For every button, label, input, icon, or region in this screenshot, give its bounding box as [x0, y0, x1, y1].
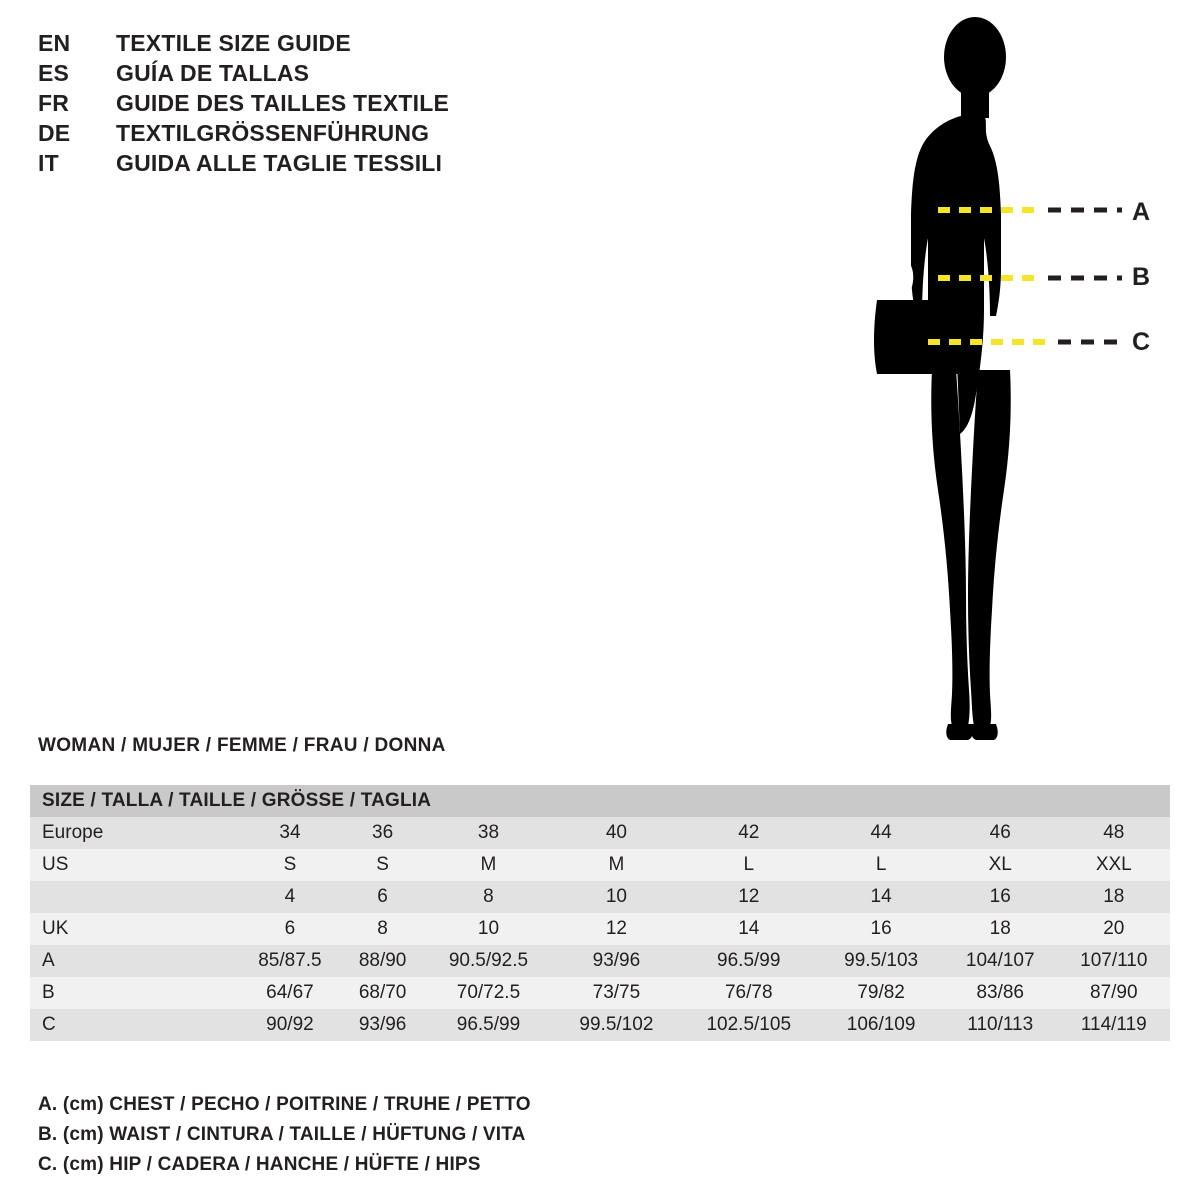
language-text-es: GUÍA DE TALLAS	[116, 60, 310, 86]
row-label-a: A	[30, 945, 237, 977]
row-label-c: C	[30, 1009, 237, 1041]
table-row	[30, 849, 1170, 881]
language-code-es: ES	[38, 60, 70, 86]
cell: 34	[237, 817, 343, 849]
cell: 12	[555, 913, 679, 945]
cell: 93/96	[555, 945, 679, 977]
footnote-c: C. (cm) HIP / CADERA / HANCHE / HÜFTE / HIPS	[38, 1154, 481, 1175]
cell: S	[237, 849, 343, 881]
language-text-it: GUIDA ALLE TAGLIE TESSILI	[116, 150, 443, 176]
language-code-fr: FR	[38, 90, 70, 116]
language-text-en: TEXTILE SIZE GUIDE	[116, 30, 351, 56]
cell: 10	[555, 881, 679, 913]
cell: 8	[422, 881, 554, 913]
footnotes-block	[38, 1090, 838, 1180]
cell: M	[422, 849, 554, 881]
table-header-label: SIZE / TALLA / TAILLE / GRÖSSE / TAGLIA	[30, 785, 1170, 817]
language-row-de	[38, 120, 798, 150]
language-title-block	[38, 30, 798, 180]
cell: 48	[1058, 817, 1170, 849]
cell: 44	[819, 817, 943, 849]
body-figure-area	[860, 10, 1190, 750]
row-label-us-numeric	[30, 881, 237, 913]
cell: 6	[237, 913, 343, 945]
cell: 99.5/102	[555, 1009, 679, 1041]
cell: 96.5/99	[422, 1009, 554, 1041]
cell: 76/78	[678, 977, 819, 1009]
cell: 73/75	[555, 977, 679, 1009]
table-row	[30, 945, 1170, 977]
cell: 18	[1058, 881, 1170, 913]
language-row-fr	[38, 90, 798, 120]
cell: 16	[943, 881, 1058, 913]
row-label-uk: UK	[30, 913, 237, 945]
measure-label-c: C	[1132, 328, 1151, 356]
cell: 107/110	[1058, 945, 1170, 977]
cell: 46	[943, 817, 1058, 849]
cell: 90.5/92.5	[422, 945, 554, 977]
cell: 36	[343, 817, 422, 849]
cell: 88/90	[343, 945, 422, 977]
footnote-a: A. (cm) CHEST / PECHO / POITRINE / TRUHE / PETTO	[38, 1094, 531, 1115]
table-row	[30, 817, 1170, 849]
cell: 20	[1058, 913, 1170, 945]
cell: 14	[819, 881, 943, 913]
cell: 68/70	[343, 977, 422, 1009]
table-row	[30, 977, 1170, 1009]
language-text-de: TEXTILGRÖSSENFÜHRUNG	[116, 120, 430, 146]
cell: 38	[422, 817, 554, 849]
cell: 10	[422, 913, 554, 945]
row-label-b: B	[30, 977, 237, 1009]
cell: 12	[678, 881, 819, 913]
cell: 90/92	[237, 1009, 343, 1041]
cell: 85/87.5	[237, 945, 343, 977]
cell: 14	[678, 913, 819, 945]
cell: 6	[343, 881, 422, 913]
cell: 99.5/103	[819, 945, 943, 977]
language-code-en: EN	[38, 30, 71, 56]
language-row-es	[38, 60, 798, 90]
table-group-title: WOMAN / MUJER / FEMME / FRAU / DONNA	[38, 735, 446, 756]
size-table	[30, 785, 1170, 1041]
cell: 96.5/99	[678, 945, 819, 977]
measure-label-b: B	[1132, 263, 1151, 291]
cell: 40	[555, 817, 679, 849]
table-row	[30, 913, 1170, 945]
cell: 18	[943, 913, 1058, 945]
cell: 4	[237, 881, 343, 913]
cell: 79/82	[819, 977, 943, 1009]
row-label-us: US	[30, 849, 237, 881]
cell: XXL	[1058, 849, 1170, 881]
cell: 83/86	[943, 977, 1058, 1009]
cell: 110/113	[943, 1009, 1058, 1041]
cell: 8	[343, 913, 422, 945]
row-label-europe: Europe	[30, 817, 237, 849]
language-code-de: DE	[38, 120, 71, 146]
language-row-it	[38, 150, 798, 180]
measure-label-a: A	[1132, 198, 1151, 226]
table-header-row	[30, 785, 1170, 817]
cell: 16	[819, 913, 943, 945]
language-row-en	[38, 30, 798, 60]
cell: XL	[943, 849, 1058, 881]
cell: 114/119	[1058, 1009, 1170, 1041]
cell: 64/67	[237, 977, 343, 1009]
cell: 93/96	[343, 1009, 422, 1041]
cell: 87/90	[1058, 977, 1170, 1009]
cell: 70/72.5	[422, 977, 554, 1009]
cell: 102.5/105	[678, 1009, 819, 1041]
cell: S	[343, 849, 422, 881]
cell: 106/109	[819, 1009, 943, 1041]
table-row	[30, 881, 1170, 913]
cell: L	[819, 849, 943, 881]
language-code-it: IT	[38, 150, 59, 176]
footnote-b: B. (cm) WAIST / CINTURA / TAILLE / HÜFTUNG / VITA	[38, 1124, 526, 1145]
cell: 42	[678, 817, 819, 849]
language-text-fr: GUIDE DES TAILLES TEXTILE	[116, 90, 449, 116]
cell: M	[555, 849, 679, 881]
cell: 104/107	[943, 945, 1058, 977]
cell: L	[678, 849, 819, 881]
table-row	[30, 1009, 1170, 1041]
woman-silhouette-icon	[860, 10, 1190, 750]
